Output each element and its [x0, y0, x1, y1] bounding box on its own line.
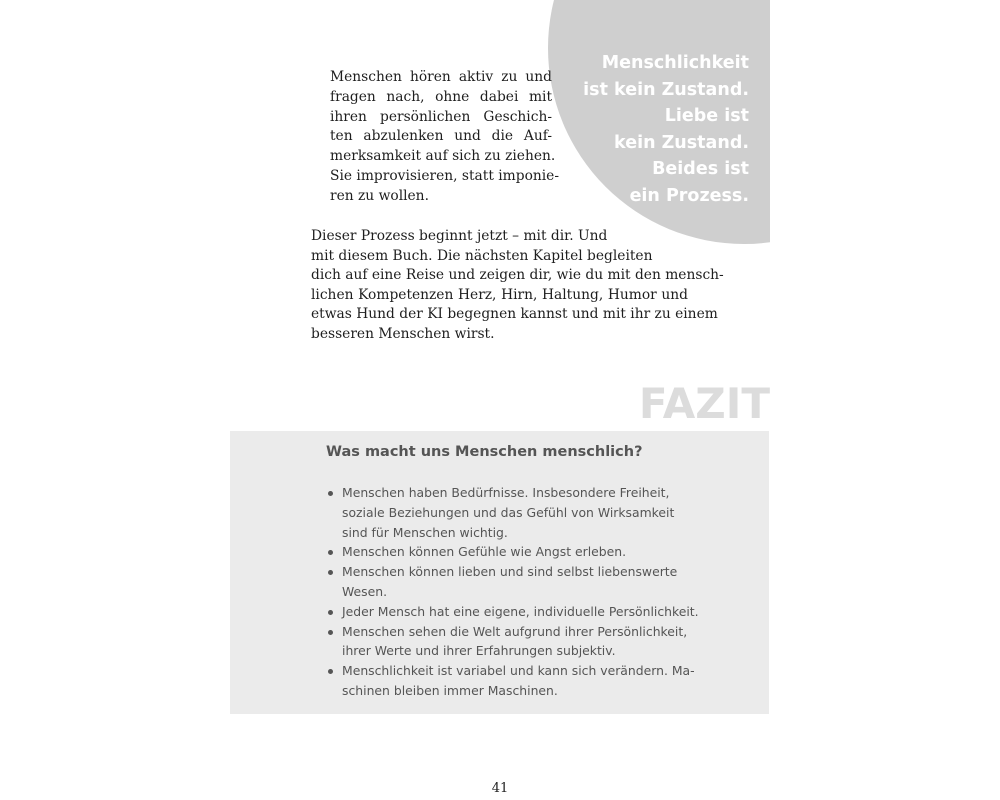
list-item-line: schinen bleiben immer Maschinen.: [342, 682, 558, 698]
body-line: mit diesem Buch. Die nächsten Kapitel begleiten: [311, 247, 653, 264]
list-item-line: Jeder Mensch hat eine eigene, individuelle Persönlichkeit.: [342, 603, 699, 619]
body-line: Dieser Prozess beginnt jetzt – mit dir. Und: [311, 228, 608, 244]
list-item: [326, 483, 676, 542]
list-item-line: soziale Beziehungen und das Gefühl von Wirksamkeit: [342, 504, 675, 520]
pull-quote-line: Liebe ist: [664, 106, 749, 127]
list-item-line: Menschlichkeit ist variabel und kann sich verändern. Ma-: [342, 663, 695, 679]
pull-quote-line: ist kein Zustand.: [583, 79, 749, 100]
pull-quote-line: Menschlichkeit: [601, 53, 749, 73]
list-item-line: Wesen.: [342, 583, 388, 599]
list-item-line: Menschen sehen die Welt aufgrund ihrer Persönlichkeit,: [342, 623, 688, 639]
page-margin: [770, 0, 1000, 800]
intro-line: Menschen hören aktiv zu und: [330, 69, 552, 85]
list-item: [326, 622, 688, 662]
body-paragraph: [311, 227, 724, 345]
list-item-line: ihrer Werte und ihrer Erfahrungen subjektiv.: [342, 643, 616, 659]
list-item-line: sind für Menschen wichtig.: [342, 524, 508, 540]
list-item-line: Menschen können lieben und sind selbst liebenswerte: [342, 564, 678, 580]
fazit-title: Was macht uns Menschen menschlich?: [326, 444, 643, 460]
intro-line: ihren persönlichen Geschich-: [330, 108, 552, 125]
list-item-line: Menschen können Gefühle wie Angst erleben.: [342, 544, 627, 560]
list-item-line: Menschen haben Bedürfnisse. Insbesondere Freiheit,: [342, 485, 670, 500]
intro-line: merksamkeit auf sich zu ziehen.: [330, 148, 556, 165]
fazit-box: [230, 431, 769, 714]
bullet-icon: [328, 570, 333, 575]
body-line: lichen Kompetenzen Herz, Hirn, Haltung, Humor und: [311, 286, 688, 303]
bullet-icon: [328, 669, 333, 674]
intro-line: ten abzulenken und die Auf-: [330, 128, 552, 145]
list-item: [326, 661, 695, 701]
bullet-icon: [328, 550, 333, 555]
intro-paragraph: [330, 68, 560, 207]
pull-quote-line: Beides ist: [652, 159, 749, 180]
pull-quote-line: kein Zustand.: [614, 132, 749, 153]
fazit-list: [326, 483, 699, 701]
bullet-icon: [328, 630, 333, 635]
pull-quote-line: ein Prozess.: [629, 185, 749, 206]
body-line: besseren Menschen wirst.: [311, 325, 495, 342]
page-number: 41: [491, 781, 509, 796]
bullet-icon: [328, 610, 333, 615]
pull-quote: [549, 50, 749, 210]
body-line: etwas Hund der KI begegnen kannst und mit ihr zu einem: [311, 306, 718, 323]
intro-line: ren zu wollen.: [330, 187, 429, 204]
list-item: [326, 542, 676, 562]
body-line: dich auf eine Reise und zeigen dir, wie du mit den mensch-: [311, 267, 724, 284]
intro-line: Sie improvisieren, statt imponie-: [330, 167, 560, 184]
fazit-heading: FAZIT: [638, 379, 770, 428]
bullet-icon: [328, 491, 333, 496]
list-item: [326, 602, 699, 622]
list-item: [326, 562, 676, 602]
intro-line: fragen nach, ohne dabei mit: [330, 88, 552, 105]
